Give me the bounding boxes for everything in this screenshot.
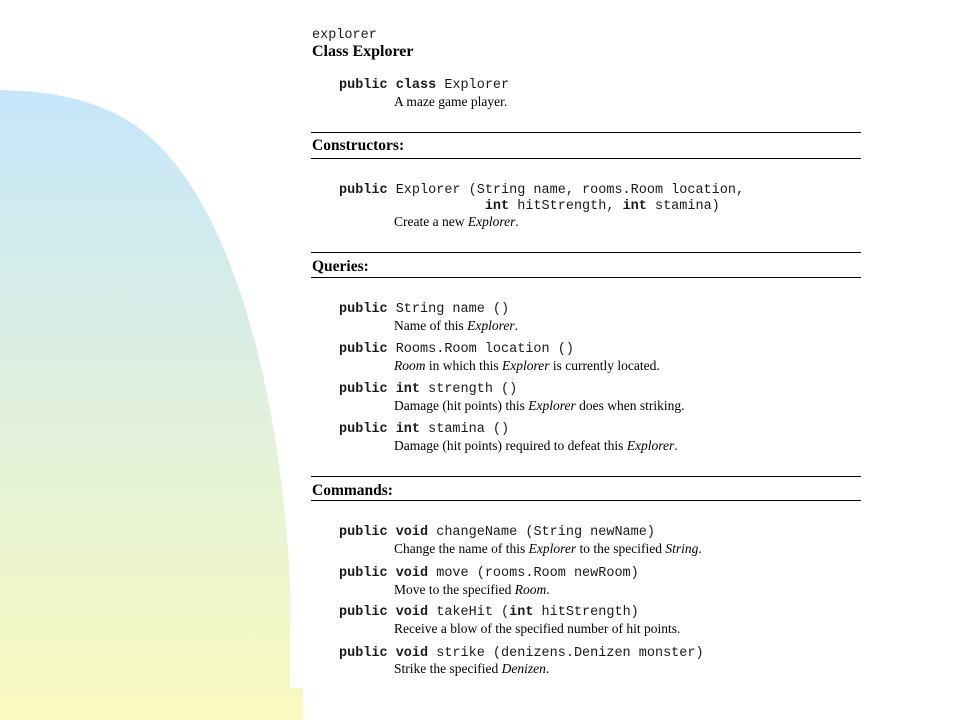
- query-description-location: Room in which this Explorer is currently located.: [394, 358, 660, 373]
- constructors-heading: Constructors:: [312, 137, 405, 154]
- signature-text: Explorer (String name, rooms.Room location,: [387, 183, 745, 198]
- class-name: Explorer: [436, 78, 510, 93]
- indent: [339, 199, 485, 214]
- divider: [311, 500, 861, 501]
- query-description-name: Name of this Explorer.: [394, 318, 518, 333]
- class-title: Class Explorer: [312, 43, 414, 60]
- query-signature-strength: public int strength (): [339, 382, 518, 397]
- command-signature-move: public void move (rooms.Room newRoom): [339, 566, 639, 581]
- query-signature-location: public Rooms.Room location (): [339, 342, 574, 357]
- keyword: public class: [339, 78, 437, 93]
- query-signature-stamina: public int stamina (): [339, 422, 510, 437]
- keyword: public: [339, 183, 388, 198]
- divider: [311, 476, 861, 477]
- divider: [311, 277, 861, 278]
- divider: [311, 158, 861, 159]
- query-signature-name: public String name (): [339, 302, 510, 317]
- constructor-description: Create a new Explorer.: [394, 214, 519, 229]
- signature-text: stamina): [646, 199, 720, 214]
- command-signature-takehit: public void takeHit (int hitStrength): [339, 605, 639, 620]
- package-name: explorer: [312, 28, 377, 43]
- signature-text: hitStrength,: [509, 199, 623, 214]
- divider: [311, 252, 861, 253]
- commands-heading: Commands:: [312, 482, 393, 499]
- queries-heading: Queries:: [312, 258, 369, 275]
- query-description-strength: Damage (hit points) this Explorer does when striking.: [394, 398, 685, 413]
- query-description-stamina: Damage (hit points) required to defeat this Explorer.: [394, 438, 678, 453]
- command-description-takehit: Receive a blow of the specified number of hit points.: [394, 621, 681, 636]
- command-description-strike: Strike the specified Denizen.: [394, 661, 550, 676]
- command-description-changename: Change the name of this Explorer to the specified String.: [394, 541, 702, 556]
- constructor-signature: [339, 183, 744, 198]
- command-description-move: Move to the specified Room.: [394, 582, 550, 597]
- command-signature-strike: public void strike (denizens.Denizen monster): [339, 646, 704, 661]
- keyword: int: [622, 199, 647, 214]
- command-signature-changename: public void changeName (String newName): [339, 525, 655, 540]
- keyword: int: [484, 199, 510, 214]
- divider: [311, 132, 861, 133]
- class-summary: A maze game player.: [394, 94, 508, 109]
- constructor-signature-cont: [339, 199, 720, 214]
- class-declaration: [339, 78, 509, 93]
